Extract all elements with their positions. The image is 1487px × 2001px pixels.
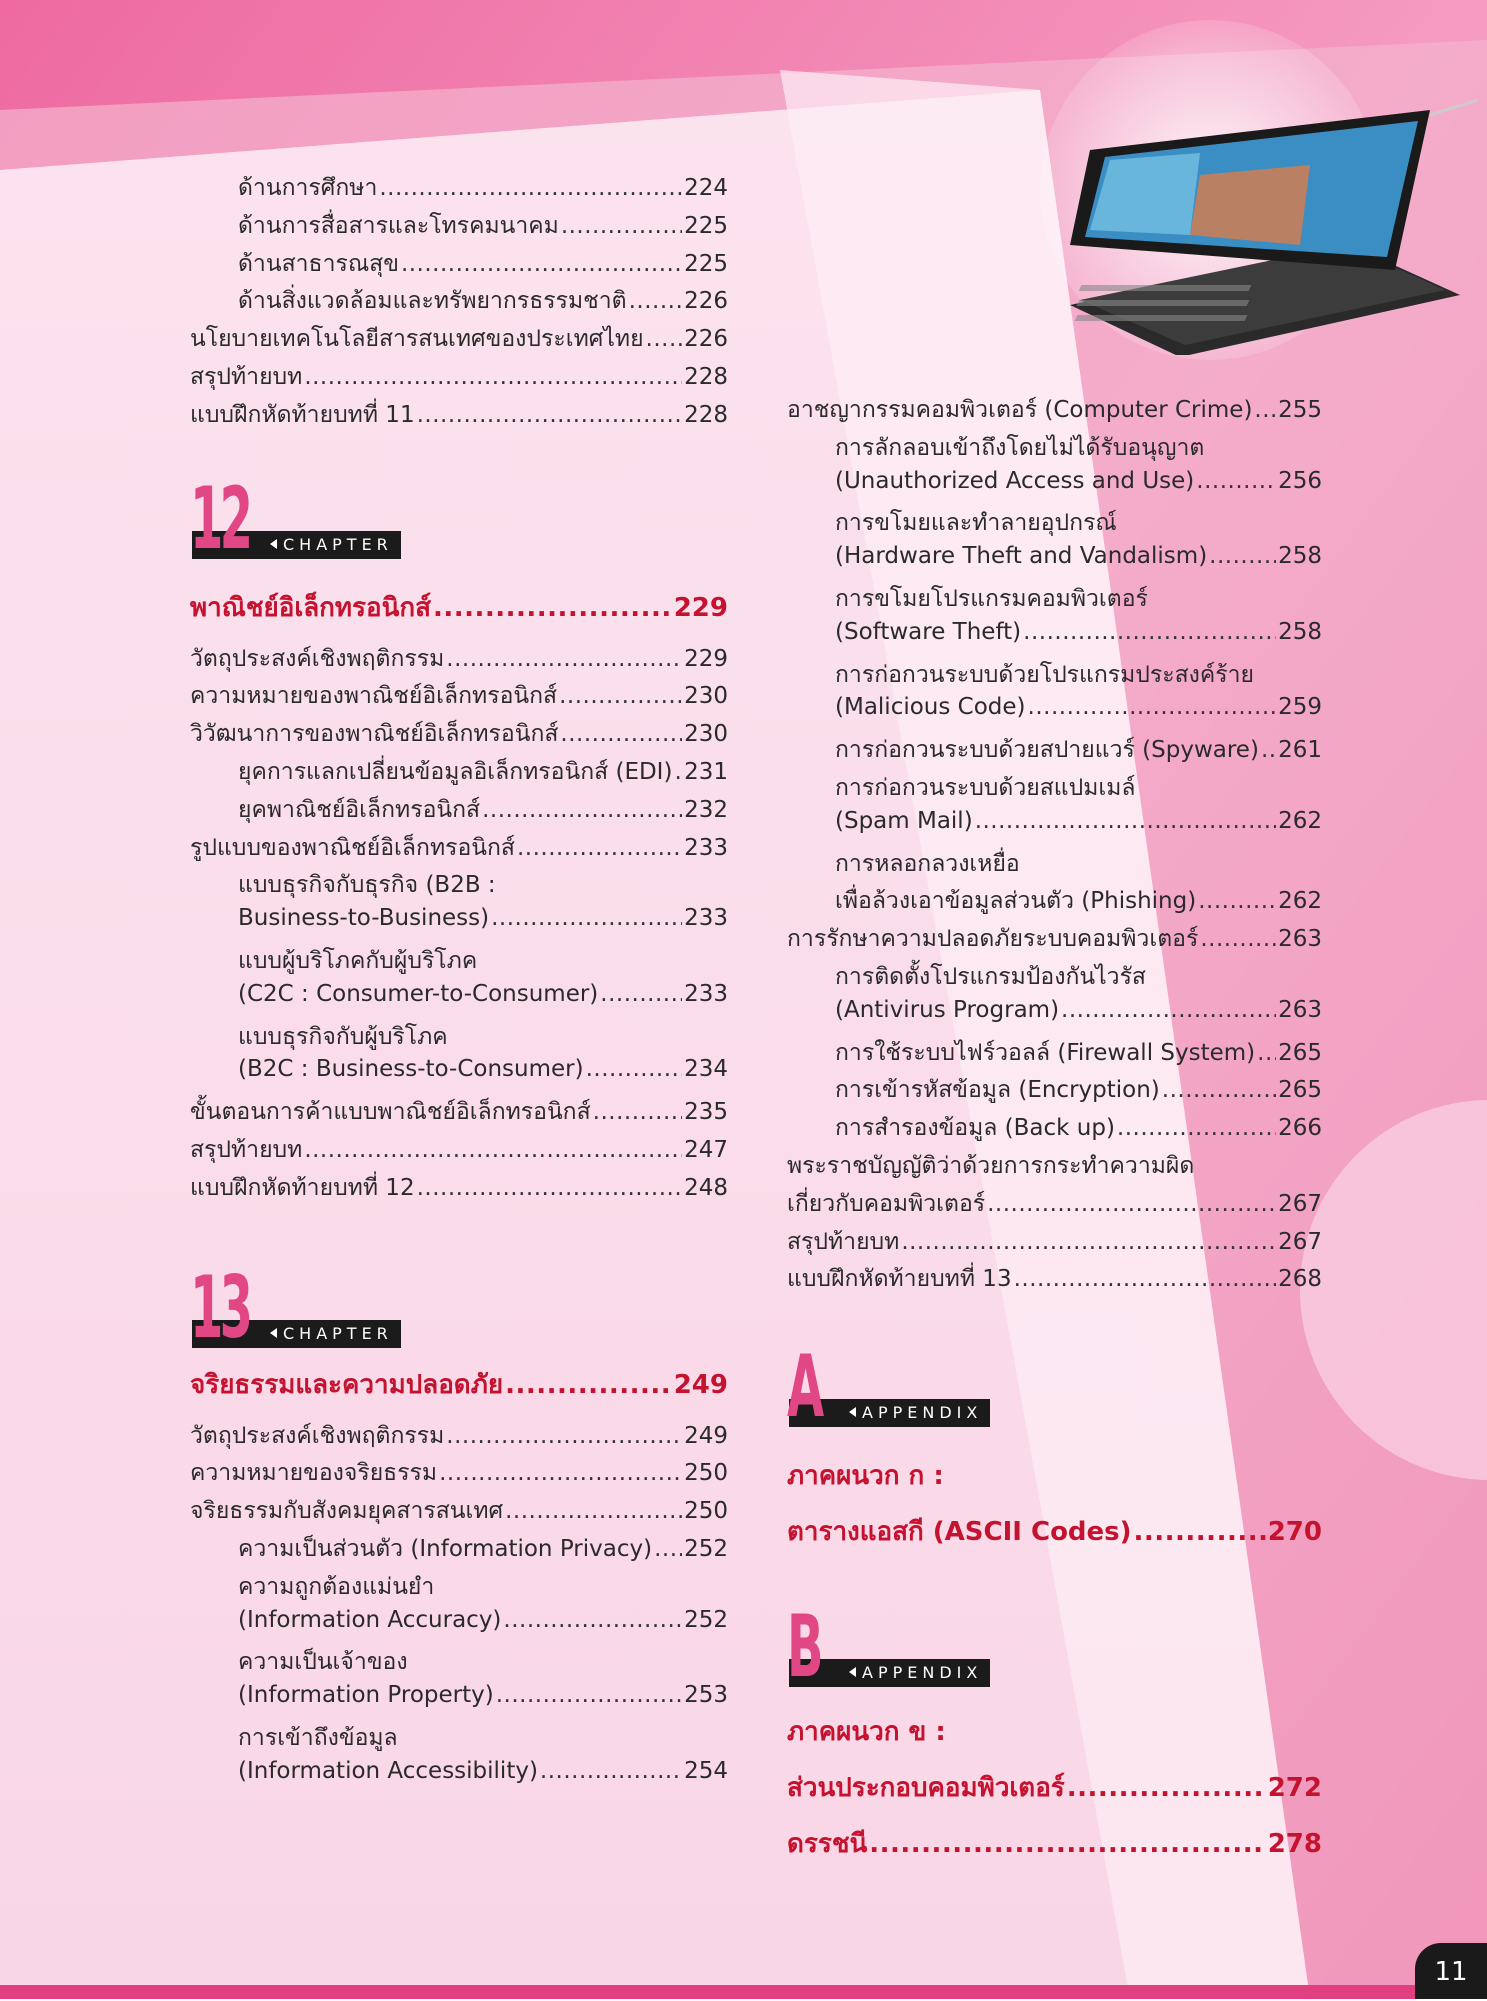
toc-entry[interactable] (190, 754, 728, 792)
toc-chapter12-entries (190, 641, 728, 1208)
toc-entry-page: 254 (684, 1757, 728, 1784)
leader-dots (1261, 737, 1276, 763)
toc-entry[interactable] (787, 883, 1322, 921)
toc-entry: พระราชบัญญัติว่าด้วยการกระทำความผิด (787, 1152, 1195, 1179)
index-page: 278 (1267, 1829, 1322, 1860)
leader-dots (975, 808, 1276, 834)
toc-entry: ความเป็นเจ้าของ (238, 1649, 408, 1676)
toc-entry[interactable] (190, 1056, 728, 1094)
index-entry[interactable] (787, 1823, 1322, 1869)
toc-entry[interactable] (787, 392, 1322, 430)
leader-dots (600, 981, 682, 1007)
toc-entry[interactable] (190, 397, 728, 435)
appendix-b-title[interactable] (787, 1767, 1322, 1813)
toc-entry[interactable] (190, 359, 728, 397)
toc-entry[interactable] (190, 246, 728, 284)
leader-dots (1162, 1077, 1276, 1103)
toc-entry-page: 250 (684, 1460, 728, 1487)
toc-entry[interactable] (190, 1132, 728, 1170)
leader-dots (1209, 543, 1276, 569)
toc-entry-label: (B2C : Business-to-Consumer) (238, 1056, 584, 1083)
toc-entry-page: 259 (1278, 694, 1322, 721)
toc-entry-label: (Software Theft) (835, 618, 1022, 645)
chapter-badge-label: CHAPTER (283, 1323, 393, 1343)
leader-dots (1023, 619, 1276, 645)
leader-dots (503, 1607, 682, 1633)
appendix-page: 270 (1267, 1517, 1322, 1548)
toc-entry-label: (Unauthorized Access and Use) (835, 467, 1195, 494)
toc-entry-label: แบบฝึกหัดท้ายบทที่ 11 (190, 401, 415, 428)
toc-entry-label: (Information Accuracy) (238, 1606, 502, 1633)
toc-entry-page: 258 (1278, 543, 1322, 570)
toc-entry[interactable] (190, 1758, 728, 1796)
toc-entry-page: 255 (1278, 397, 1322, 423)
chapter-number: 13 (190, 1257, 250, 1358)
toc-entry-label: ด้านการสื่อสารและโทรคมนาคม (238, 212, 559, 239)
toc-entry-page: 233 (684, 980, 728, 1007)
toc-entry-page: 248 (684, 1174, 728, 1201)
chapter-title-text: จริยธรรมและความปลอดภัย (190, 1369, 504, 1400)
toc-entry-page: 266 (1278, 1115, 1322, 1142)
appendix-title-text: ตารางแอสกี (ASCII Codes) (787, 1517, 1132, 1548)
page-number: 11 (1415, 1943, 1487, 1999)
appendix-b-line1: ภาคผนวก ข : (787, 1717, 946, 1748)
toc-entry: การติดตั้งโปรแกรมป้องกันไวรัส (835, 963, 1146, 990)
toc-entry-page: 247 (684, 1136, 728, 1163)
leader-dots (304, 364, 682, 390)
leader-dots (869, 1829, 1265, 1859)
toc-entry[interactable] (190, 792, 728, 830)
toc-entry-label: (Hardware Theft and Vandalism) (835, 543, 1208, 570)
leader-dots (505, 1370, 672, 1400)
leader-dots (654, 1536, 682, 1562)
toc-entry-label: ขั้นตอนการค้าแบบพาณิชย์อิเล็กทรอนิกส์ (190, 1099, 591, 1126)
toc-entry[interactable] (787, 1186, 1322, 1224)
appendix-letter: B (787, 1597, 820, 1698)
chapter-page: 249 (673, 1369, 728, 1400)
toc-entry-page: 263 (1278, 996, 1322, 1023)
toc-entry-label: เพื่อล้วงเอาข้อมูลส่วนตัว (Phishing) (835, 888, 1197, 915)
toc-entry-label: การก่อกวนระบบด้วยสปายแวร์ (Spyware) (835, 737, 1259, 764)
toc-entry[interactable] (787, 1072, 1322, 1110)
chapter-badge-label: CHAPTER (283, 534, 393, 554)
toc-entry[interactable] (190, 678, 728, 716)
toc-entry-label: นโยบายเทคโนโลยีสารสนเทศของประเทศไทย (190, 326, 644, 353)
toc-entry[interactable] (787, 543, 1322, 581)
toc-entry-page: 258 (1278, 618, 1322, 645)
toc-entry[interactable] (190, 208, 728, 246)
toc-entry-label: ด้านสาธารณสุข (238, 250, 399, 277)
leader-dots (1014, 1266, 1277, 1292)
leader-dots (439, 1460, 682, 1486)
toc-entry-label: ด้านการศึกษา (238, 175, 378, 201)
toc-entry-page: 250 (684, 1498, 728, 1525)
toc-entry: ความถูกต้องแม่นยำ (238, 1573, 435, 1600)
leader-dots (417, 402, 683, 428)
toc-entry[interactable] (190, 1418, 728, 1456)
chapter-title-text: พาณิชย์อิเล็กทรอนิกส์ (190, 592, 432, 623)
toc-entry: แบบธุรกิจกับธุรกิจ (B2B : (238, 872, 496, 899)
toc-entry-label: ยุคพาณิชย์อิเล็กทรอนิกส์ (238, 796, 481, 823)
toc-entry[interactable] (190, 905, 728, 943)
index-label: ดรรชนี (787, 1829, 868, 1860)
leader-dots (1028, 694, 1277, 720)
tablet-laptop-image (1050, 95, 1480, 355)
toc-entry-page: 231 (684, 758, 728, 785)
toc-entry-label: (Antivirus Program) (835, 996, 1060, 1023)
toc-entry[interactable] (190, 1094, 728, 1132)
appendix-a-line1: ภาคผนวก ก : (787, 1461, 944, 1492)
toc-entry: การก่อกวนระบบด้วยโปรแกรมประสงค์ร้าย (835, 661, 1255, 688)
leader-dots (560, 721, 682, 747)
toc-entry[interactable] (190, 321, 728, 359)
leader-dots (446, 1423, 682, 1449)
toc-entry-page: 265 (1278, 1039, 1322, 1066)
toc-entry-page: 226 (684, 326, 728, 353)
chapter-number: 12 (190, 468, 250, 569)
appendix-a-badge (787, 1337, 1322, 1438)
toc-entry: การเข้าถึงข้อมูล (238, 1724, 398, 1751)
toc-entry-page: 228 (684, 363, 728, 390)
leader-dots (540, 1758, 682, 1784)
toc-entry-label: แบบฝึกหัดท้ายบทที่ 12 (190, 1174, 415, 1201)
triangle-left-icon (270, 1328, 277, 1338)
leader-dots (593, 1099, 682, 1125)
appendix-page: 272 (1267, 1773, 1322, 1804)
leader-dots (586, 1056, 682, 1082)
leader-dots (401, 251, 682, 277)
toc-entry[interactable] (190, 981, 728, 1019)
toc-entry-label: แบบฝึกหัดท้ายบทที่ 13 (787, 1266, 1012, 1293)
toc-entry-page: 262 (1278, 807, 1322, 834)
toc-entry[interactable] (190, 1682, 728, 1720)
toc-entry-page: 252 (684, 1535, 728, 1562)
toc-entry-label: รูปแบบของพาณิชย์อิเล็กทรอนิกส์ (190, 834, 515, 861)
toc-entry-label: (C2C : Consumer-to-Consumer) (238, 980, 599, 1007)
toc-entry[interactable] (787, 1261, 1322, 1299)
leader-dots (433, 593, 672, 623)
toc-chapter13-entries (190, 1418, 728, 1796)
toc-entry[interactable] (787, 732, 1322, 770)
toc-entry-page: 234 (684, 1056, 728, 1083)
toc-entry-label: ความหมายของจริยธรรม (190, 1460, 438, 1487)
toc-entry[interactable] (190, 1170, 728, 1208)
toc-entry-page: 232 (684, 796, 728, 823)
leader-dots (561, 213, 682, 239)
toc-entry-label: สรุปท้ายบท (190, 1136, 303, 1163)
toc-entry[interactable] (190, 1607, 728, 1645)
toc-entry-label: วิวัฒนาการของพาณิชย์อิเล็กทรอนิกส์ (190, 721, 559, 748)
toc-entry-page: 225 (684, 250, 728, 277)
toc-entry: การหลอกลวงเหยื่อ (835, 850, 1020, 877)
leader-dots (482, 797, 682, 823)
toc-entry-label: สรุปท้ายบท (787, 1228, 900, 1255)
toc-entry-label: การเข้ารหัสข้อมูล (Encryption) (835, 1077, 1160, 1104)
toc-entry-label: ยุคการแลกเปลี่ยนข้อมูลอิเล็กทรอนิกส์ (EDI) (238, 758, 673, 785)
appendix-title-text: ส่วนประกอบคอมพิวเตอร์ (787, 1773, 1065, 1804)
toc-entry-page: 230 (684, 721, 728, 748)
leader-dots (496, 1682, 682, 1708)
toc-entry: แบบผู้บริโภคกับผู้บริโภค (238, 947, 478, 974)
toc-entry-label: Business-to-Business) (238, 905, 490, 932)
toc-entry-page: 230 (684, 683, 728, 710)
leader-dots (1061, 997, 1276, 1023)
toc-entry[interactable] (787, 468, 1322, 506)
toc-entry-label: จริยธรรมกับสังคมยุคสารสนเทศ (190, 1498, 504, 1525)
toc-entry[interactable] (787, 808, 1322, 846)
leader-dots (491, 905, 682, 931)
leader-dots (1254, 397, 1276, 423)
leader-dots (1198, 888, 1276, 914)
appendix-badge-label: APPENDIX (862, 1403, 983, 1423)
leader-dots (1117, 1115, 1276, 1141)
toc-left-column (190, 170, 728, 1796)
toc-entry-page: 224 (684, 175, 728, 201)
toc-entry[interactable] (190, 283, 728, 321)
leader-dots (1200, 926, 1276, 952)
toc-entry-label: (Spam Mail) (835, 807, 973, 834)
toc-entry-label: (Malicious Code) (835, 694, 1026, 721)
toc-entry: การก่อกวนระบบด้วยสแปมเมล์ (835, 774, 1136, 801)
toc-entry-label: เกี่ยวกับคอมพิวเตอร์ (787, 1190, 986, 1217)
toc-entry-page: 249 (684, 1422, 728, 1449)
appendix-letter: A (787, 1337, 821, 1438)
toc-entry[interactable] (787, 1110, 1322, 1148)
toc-entry[interactable] (190, 1455, 728, 1493)
toc-entry[interactable] (190, 1493, 728, 1531)
appendix-b-badge (787, 1597, 1322, 1698)
leader-dots (646, 326, 683, 352)
leader-dots (304, 1137, 682, 1163)
toc-entry-page: 262 (1278, 888, 1322, 915)
toc-entry-page: 226 (684, 288, 728, 315)
toc-entry-page: 265 (1278, 1077, 1322, 1104)
toc-entry-page: 256 (1278, 467, 1322, 494)
toc-entry-label: อาชญากรรมคอมพิวเตอร์ (Computer Crime) (787, 397, 1253, 423)
toc-entry: แบบธุรกิจกับผู้บริโภค (238, 1023, 448, 1050)
toc-entry[interactable] (787, 1035, 1322, 1073)
toc-entry-label: วัตถุประสงค์เชิงพฤติกรรม (190, 1422, 445, 1449)
toc-entry[interactable] (787, 694, 1322, 732)
triangle-left-icon (849, 1407, 856, 1417)
appendix-a-title[interactable] (787, 1511, 1322, 1557)
appendix-badge-label: APPENDIX (862, 1663, 983, 1683)
toc-entry-page: 252 (684, 1606, 728, 1633)
toc-entry-label: (Information Accessibility) (238, 1757, 538, 1784)
toc-entry-label: การรักษาความปลอดภัยระบบคอมพิวเตอร์ (787, 926, 1199, 953)
toc-entry[interactable] (787, 921, 1322, 959)
toc-entry-page: 233 (684, 905, 728, 932)
leader-dots (1257, 1040, 1276, 1066)
toc-entry[interactable] (190, 1531, 728, 1569)
chapter-12-badge (190, 468, 728, 569)
toc-entry[interactable] (787, 997, 1322, 1035)
leader-dots (987, 1191, 1276, 1217)
toc-right-column (787, 392, 1322, 1869)
appendix-a-heading (787, 1455, 1322, 1501)
leader-dots (446, 646, 682, 672)
toc-entry: การลักลอบเข้าถึงโดยไม่ได้รับอนุญาต (835, 434, 1205, 461)
leader-dots (1134, 1517, 1266, 1547)
leader-dots (1196, 468, 1276, 494)
toc-entry-page: 253 (684, 1682, 728, 1709)
toc-entry-page: 263 (1278, 926, 1322, 953)
toc-entry-label: วัตถุประสงค์เชิงพฤติกรรม (190, 645, 445, 672)
leader-dots (674, 759, 682, 785)
triangle-left-icon (849, 1667, 856, 1677)
toc-entry[interactable] (190, 830, 728, 868)
leader-dots (559, 683, 682, 709)
toc-entry[interactable] (190, 641, 728, 679)
toc-entry[interactable] (787, 1224, 1322, 1262)
leader-dots (1067, 1773, 1266, 1803)
toc-entry[interactable] (787, 619, 1322, 657)
appendix-b-heading (787, 1711, 1322, 1757)
toc-entry-label: การใช้ระบบไฟร์วอลล์ (Firewall System) (835, 1039, 1256, 1066)
toc-entry-page: 233 (684, 834, 728, 861)
leader-dots (901, 1229, 1276, 1255)
leader-dots (417, 1175, 683, 1201)
leader-dots (629, 288, 683, 314)
toc-entry-page: 225 (684, 212, 728, 239)
toc-entry-page: 267 (1278, 1190, 1322, 1217)
toc-entry[interactable] (190, 716, 728, 754)
chapter-13-title[interactable] (190, 1364, 728, 1410)
toc-entry[interactable] (190, 170, 728, 208)
leader-dots (517, 835, 682, 861)
toc-entry-page: 228 (684, 401, 728, 428)
leader-dots (379, 175, 682, 201)
chapter-13-badge (190, 1257, 728, 1358)
toc-entry-label: ความเป็นส่วนตัว (Information Privacy) (238, 1535, 653, 1562)
triangle-left-icon (270, 539, 277, 549)
chapter-page: 229 (673, 592, 728, 623)
toc-entry-page: 261 (1278, 737, 1322, 764)
toc-entry-label: ความหมายของพาณิชย์อิเล็กทรอนิกส์ (190, 683, 558, 710)
toc-chapter13-continued (787, 392, 1322, 1299)
leader-dots (505, 1498, 682, 1524)
toc-entry: การขโมยและทำลายอุปกรณ์ (835, 510, 1117, 537)
toc-entry-label: การสำรองข้อมูล (Back up) (835, 1115, 1115, 1142)
toc-entry-label: ด้านสิ่งแวดล้อมและทรัพยากรธรรมชาติ (238, 288, 627, 315)
toc-entry-page: 229 (684, 645, 728, 672)
toc-entry-label: (Information Property) (238, 1682, 494, 1709)
chapter-12-title[interactable] (190, 587, 728, 633)
toc-entry-label: สรุปท้ายบท (190, 363, 303, 390)
toc-entry-page: 235 (684, 1099, 728, 1126)
toc-entry-page: 267 (1278, 1228, 1322, 1255)
toc-chapter11-tail (190, 170, 728, 435)
toc-entry: การขโมยโปรแกรมคอมพิวเตอร์ (835, 585, 1148, 612)
toc-entry-page: 268 (1278, 1266, 1322, 1293)
